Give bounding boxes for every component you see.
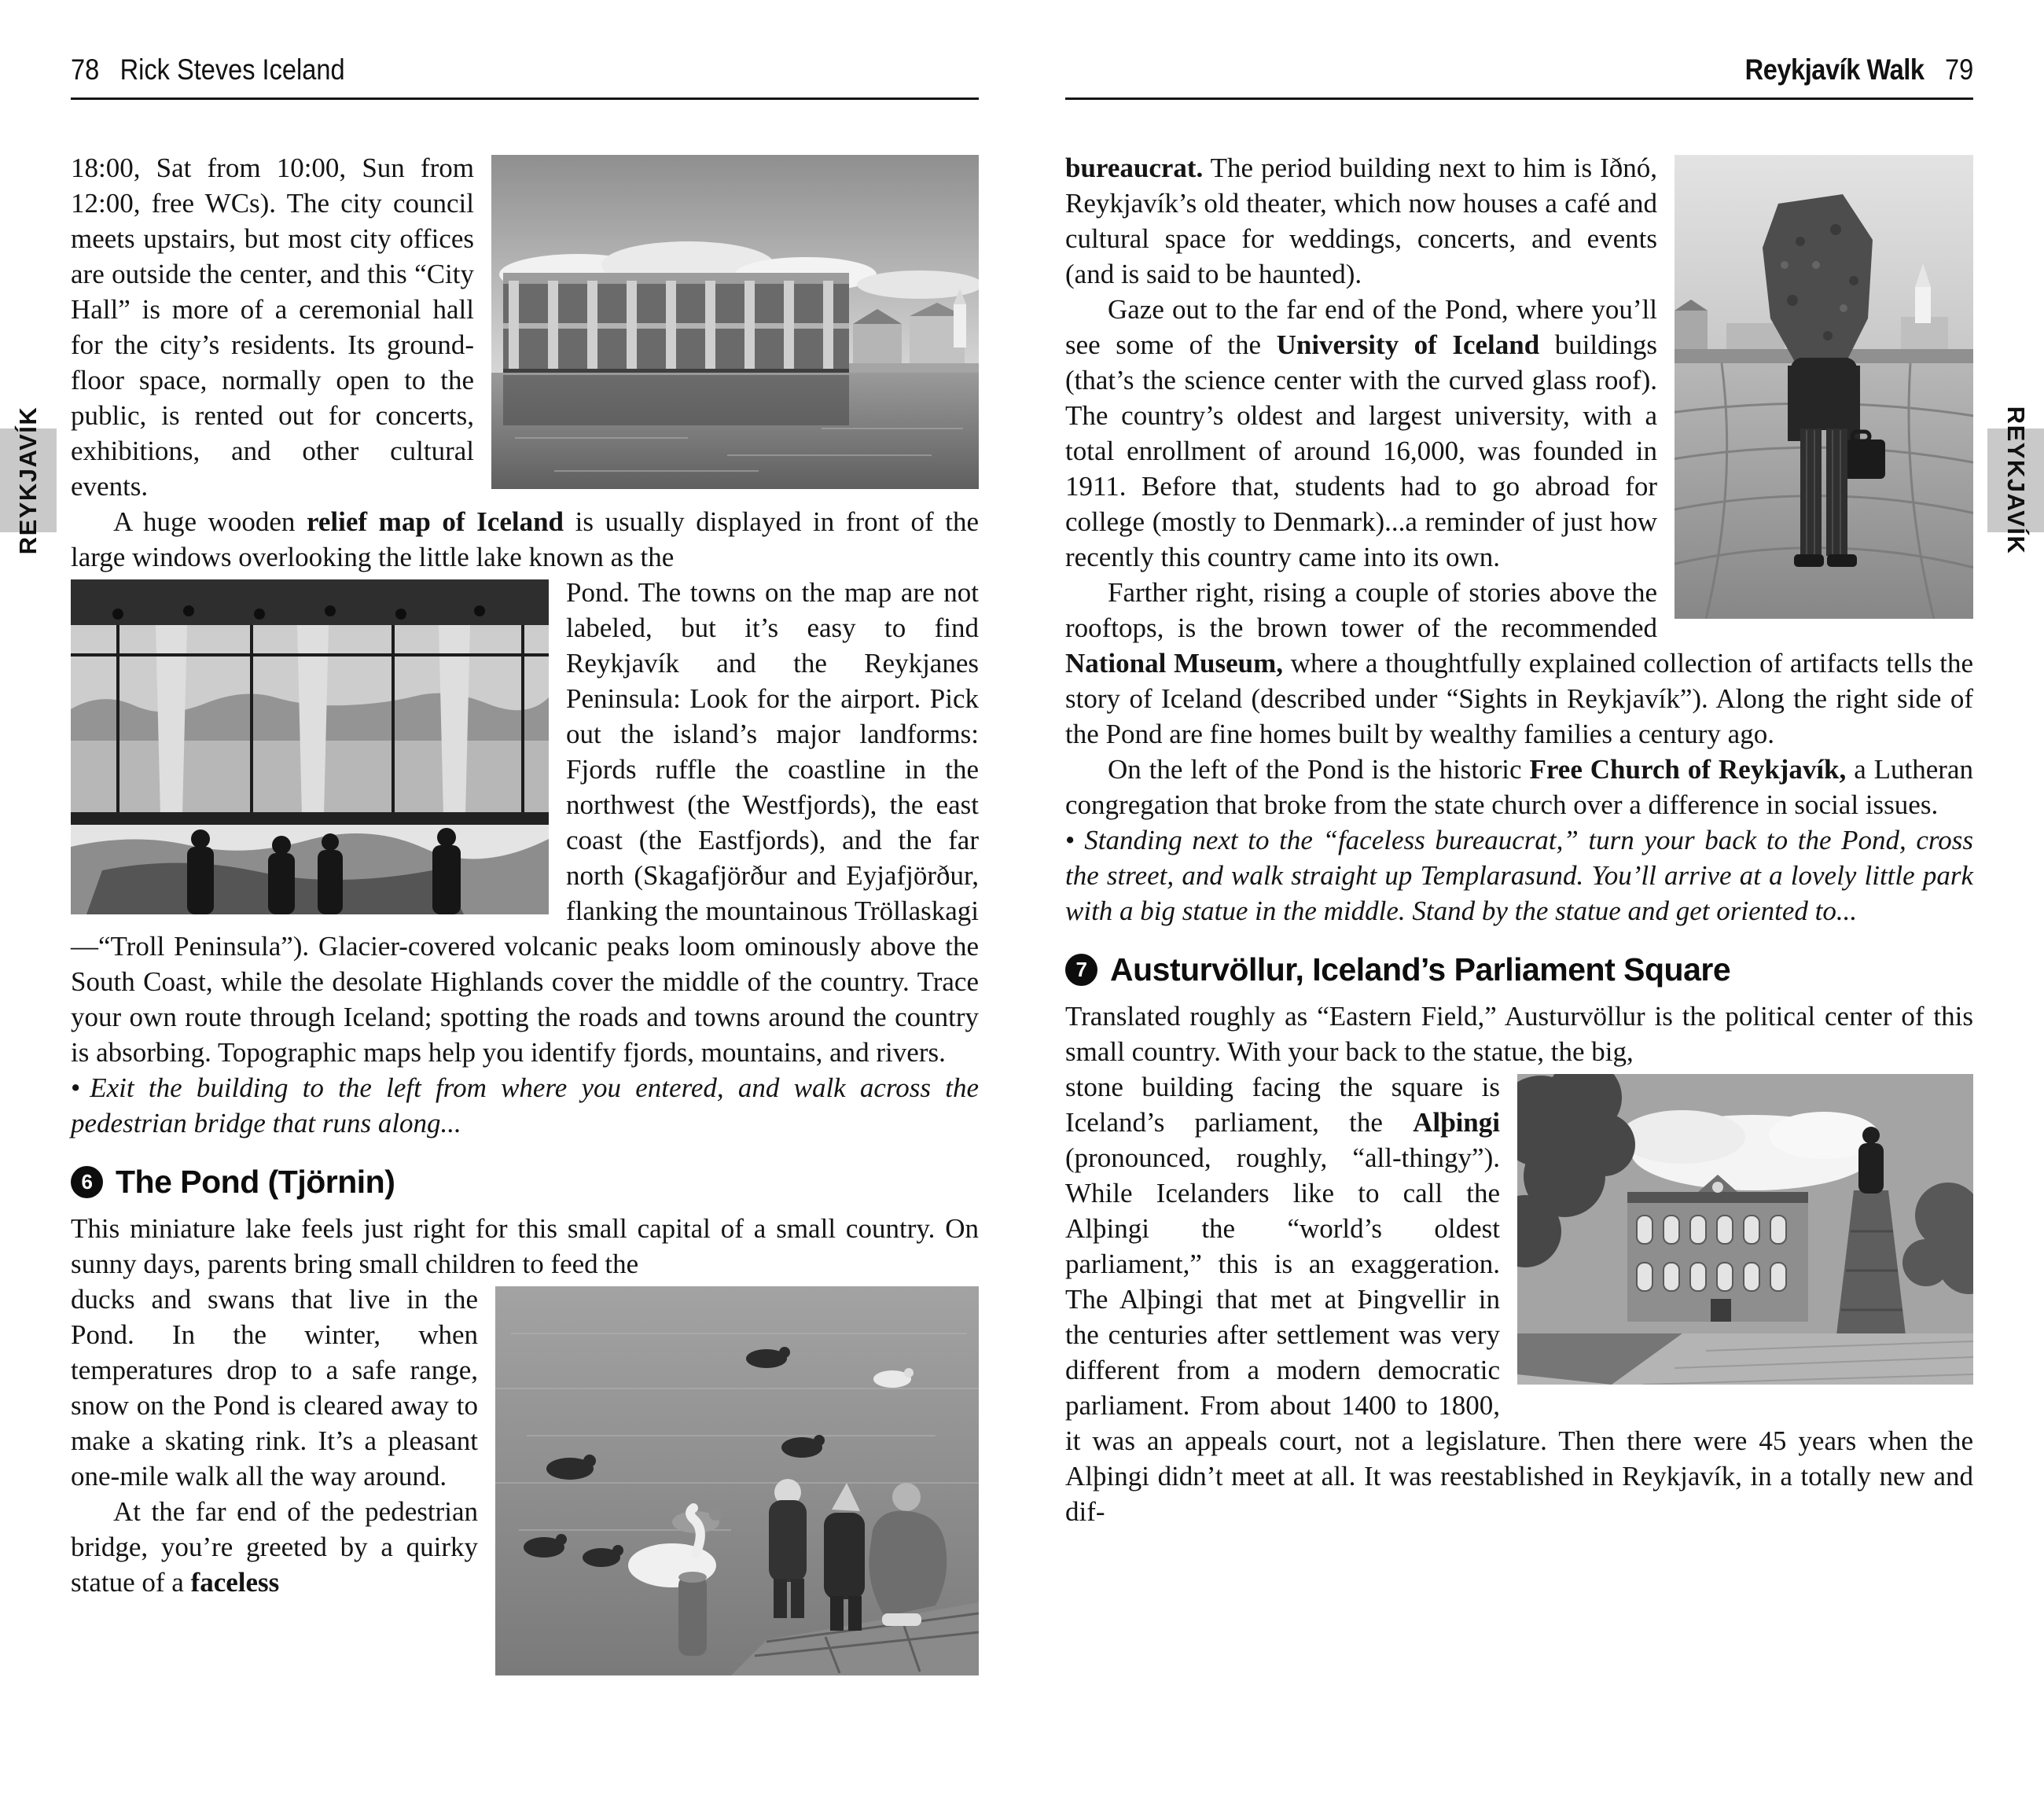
left-running-header [71, 53, 979, 100]
paragraph-text: 18:00, Sat from 10:00, Sun from 12:00, free WCs). The city council meets upstairs, but most city offices are outside the center, and this “City Hall” is more of a ceremonial hall for the city’s residents. Its ground-floor space, normally open to the public, is rented out for concerts, exhibitions, and other cultural events. [71, 153, 474, 502]
bullet-icon: • [71, 1072, 81, 1103]
section-heading-austurvollur [1065, 952, 1973, 988]
paragraph-text: Pond. The towns on the map are not labeled, but it’s easy to find Reykjavík and the Reykjanes Peninsula: Look for the airport. Pick out the island’s major landforms: Fjords ruffle the coastline in the northwest (the Westfjords), the east coast (the Eastfjords), and the far north (Skagafjörður and Eyjafjörður, flanking the mountainous Tröllaskagi—“Troll Peninsula”). Glacier-covered volcanic peaks loom ominously above the South Coast, while the desolate Highlands cover the middle of the country. Trace your own route through Iceland; spotting the roads and towns around the country is absorbing. Topographic maps help you identify fjords, mountains, and rivers. [71, 577, 979, 1068]
right-header-title: Reykjavík Walk [1744, 53, 1925, 86]
photo-city-hall-pond [491, 155, 979, 489]
paragraph-text: A huge wooden relief map of Iceland is usually displayed in front of the large windows overlooking the little lake known as the [71, 506, 979, 572]
right-page-body [1065, 150, 1973, 1529]
right-page-number: 79 [1944, 53, 1973, 86]
paragraph-city-hall-block [71, 150, 979, 504]
paragraph-text: On the left of the Pond is the historic Free Church of Reykjavík, a Lutheran congregation that broke from the state church over a difference in social issues. [1065, 754, 1973, 820]
stop-number-badge: 7 [1065, 954, 1097, 986]
paragraph-text: ducks and swans that live in the Pond. In the winter, when temperatures drop to a safe range, snow on the Pond is cleared away to make a skating rink. It’s a pleasant one-mile walk all the way around. [71, 1284, 478, 1491]
photo-parliament-square [1517, 1074, 1973, 1385]
paragraph-relief-map-lead [71, 504, 979, 575]
photo-faceless-bureaucrat [1675, 155, 1973, 619]
right-running-header [1065, 53, 1973, 100]
left-header-title: Rick Steves Iceland [119, 53, 345, 86]
bullet-icon: • [1065, 825, 1075, 855]
page-left [71, 0, 979, 1686]
photo-pond-swans [495, 1286, 979, 1675]
walking-directions-standing [1065, 822, 1973, 929]
chapter-tab-label: REYKJAVÍK [14, 406, 42, 555]
stop-number-badge: 6 [71, 1166, 103, 1198]
photo-relief-map-hall [71, 579, 549, 914]
paragraph-square-lead [1065, 999, 1973, 1069]
left-page-number: 78 [71, 53, 100, 86]
paragraph-free-church [1065, 752, 1973, 822]
page-right [1065, 0, 1973, 1529]
paragraph-pond-lead [71, 1211, 979, 1282]
paragraph-text: At the far end of the pedestrian bridge, you’re greeted by a quirky statue of a faceless [71, 1496, 478, 1598]
paragraph-pond-block [71, 1282, 979, 1600]
paragraph-text: Translated roughly as “Eastern Field,” Austurvöllur is the political center of this small country. With your back to the statue, the big, [1065, 1001, 1973, 1067]
directions-text: Standing next to the “faceless bureaucrat,” turn your back to the Pond, cross the street, and walk straight up Templarasund. You’ll arrive at a lovely little park with a big statue in the middle. Stand by the statue and get oriented to... [1065, 825, 1973, 926]
walking-directions-exit [71, 1070, 979, 1141]
left-page-body [71, 150, 979, 1600]
paragraph-text: bureaucrat. The period building next to him is Iðnó, Reykjavík’s old theater, which now houses a café and cultural space for weddings, concerts, and events (and is said to be haunted). [1065, 153, 1657, 289]
chapter-tab-label: REYKJAVÍK [2002, 406, 2030, 555]
paragraph-bureaucrat-block [1065, 150, 1973, 575]
paragraph-relief-map-block [71, 575, 979, 1070]
chapter-tab-left [0, 406, 57, 555]
section-title: Austurvöllur, Iceland’s Parliament Square [1110, 951, 1731, 988]
paragraph-square-block [1065, 1069, 1973, 1529]
directions-text: Exit the building to the left from where you entered, and walk across the pedestrian bridge that runs along... [71, 1072, 979, 1138]
paragraph-text: Farther right, rising a couple of stories above the rooftops, is the brown tower of the recommended National Museum, where a thoughtfully explained collection of artifacts tells the story of Iceland (described under “Sights in Reykjavík”). Along the right side of the Pond are fine homes built by wealthy families a century ago. [1065, 577, 1973, 749]
paragraph-text: stone building facing the square is Iceland’s parliament, the Alþingi (pronounced, roughly, “all-thingy”). While Icelanders like to call the Alþingi the “world’s oldest parliament,” this is an exaggeration. The Alþingi that met at Þingvellir in the centuries after settlement was very different from a modern democratic parliament. From about 1400 to 1800, it was an appeals court, not a legislature. Then there were 45 years when the Alþingi didn’t meet at all. It was reestablished in Reykjavík, in a totally new and dif- [1065, 1072, 1973, 1527]
chapter-tab-right [1987, 406, 2044, 555]
paragraph-text: Gaze out to the far end of the Pond, where you’ll see some of the University of Iceland buildings (that’s the science center with the curved glass roof). The country’s oldest and largest university, with a total enrollment of around 16,000, was founded in 1911. Before that, students had to go abroad for college (mostly to Denmark)...a reminder of just how recently this country came into its own. [1065, 294, 1658, 572]
paragraph-text: This miniature lake feels just right for this small capital of a small country. On sunny days, parents bring small children to feed the [71, 1213, 979, 1279]
section-title: The Pond (Tjörnin) [116, 1164, 395, 1200]
section-heading-the-pond [71, 1164, 979, 1200]
